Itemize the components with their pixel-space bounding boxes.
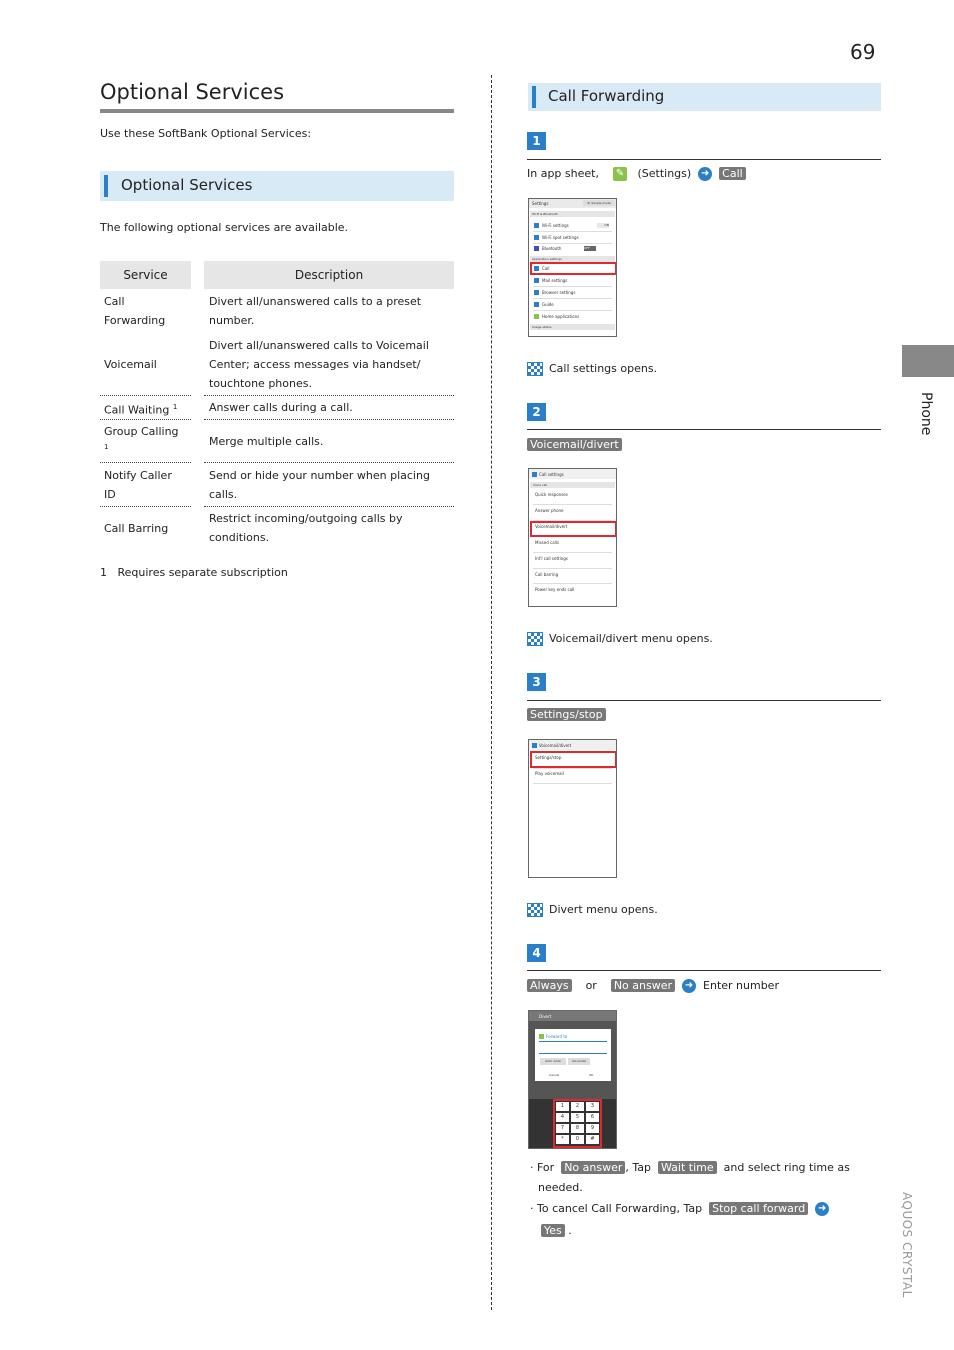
row-divider (100, 419, 191, 420)
row-divider (533, 568, 612, 569)
keypad-key: 2 (571, 1102, 584, 1111)
title-rule (100, 109, 454, 113)
table-row (104, 355, 157, 374)
page-number: 69 (850, 40, 876, 64)
arrow-right-icon: ➜ (698, 167, 712, 181)
note-text: For (537, 1161, 555, 1174)
brand-label: AQUOS CRYSTAL (900, 1192, 914, 1298)
step-2-result (527, 632, 713, 646)
toggle: OFF (584, 246, 596, 251)
menu-item: Play voicemail (535, 771, 564, 776)
row-divider (204, 395, 454, 396)
number-input (539, 1053, 607, 1054)
phone-icon (532, 472, 537, 477)
menu-item: Call (542, 266, 550, 271)
column-divider (491, 75, 492, 1310)
service-description (209, 466, 430, 504)
step-1-result (527, 362, 657, 376)
screen-title: Voicemail/divert (539, 743, 572, 748)
row-divider (204, 506, 454, 507)
description-line: conditions. (209, 531, 270, 544)
keypad-key: 1 (556, 1102, 569, 1111)
section-label: Wi-Fi & Bluetooth (532, 212, 558, 216)
table-row (104, 398, 177, 420)
note-yes (541, 1221, 572, 1241)
step-badge: 3 (527, 673, 546, 691)
footnote-mark: 1 (104, 443, 109, 451)
menu-item: Answer phone (535, 508, 564, 513)
highlight-box (530, 262, 617, 275)
home-icon (534, 314, 539, 319)
ok-button: OK (589, 1073, 594, 1077)
heading-bar (532, 86, 536, 108)
description-line: number. (209, 314, 255, 327)
voicemail-button: Voicemail (568, 1058, 590, 1065)
service-name: Call (104, 295, 125, 308)
step-badge: 2 (527, 403, 546, 421)
description-line: Merge multiple calls. (209, 435, 324, 448)
table-row (104, 292, 165, 330)
toggle: ON (597, 223, 609, 228)
row-divider (533, 298, 612, 299)
footnote-number: 1 (100, 566, 107, 579)
chapter-label: Phone (918, 392, 934, 436)
row-divider (533, 504, 612, 505)
note-text: and select ring time as (723, 1161, 850, 1174)
guide-icon (534, 302, 539, 307)
service-name: ID (104, 488, 116, 501)
menu-item: Quick responses (535, 492, 568, 497)
section-label: Usage status (532, 325, 552, 329)
service-description (209, 432, 323, 451)
menu-item: Mail settings (542, 278, 568, 283)
row-divider (533, 583, 612, 584)
optional-services-subheading (100, 171, 454, 201)
step-rule (527, 700, 881, 701)
step-rule (527, 970, 881, 971)
menu-item: Home applications (542, 314, 580, 319)
service-name: Forwarding (104, 314, 166, 327)
call-settings-screenshot (528, 468, 617, 607)
table-row (104, 466, 172, 504)
service-name: Voicemail (104, 358, 157, 371)
voicemail-divert-button[interactable]: Voicemail/divert (527, 438, 622, 451)
available-text: The following optional services are available. (100, 221, 349, 234)
wait-time-button[interactable]: Wait time (658, 1161, 717, 1174)
step-badge: 1 (527, 132, 546, 150)
service-name: Call Barring (104, 522, 169, 535)
menu-item: Settings/stop (535, 755, 562, 760)
description-line: Restrict incoming/outgoing calls by (209, 512, 403, 525)
highlight-box (530, 521, 617, 537)
step-rule (527, 159, 881, 160)
heading-bar (104, 175, 108, 197)
note-text: . (568, 1224, 572, 1237)
description-line: touchtone phones. (209, 377, 312, 390)
row-divider (100, 395, 191, 396)
step-badge: 4 (527, 944, 546, 962)
step-4-instruction (527, 979, 779, 993)
settings-icon: ✎ (613, 167, 627, 181)
menu-item: Call barring (535, 572, 559, 577)
address-book-button: Addr. book (540, 1058, 566, 1065)
step-3-instruction (527, 708, 606, 721)
description-line: Divert all/unanswered calls to Voicemail (209, 339, 429, 352)
row-divider (533, 552, 612, 553)
note-cancel: · To cancel Call Forwarding, Tap Stop call forward ➜ (530, 1199, 829, 1219)
voicemail-divert-screenshot (528, 739, 617, 878)
description-line: Divert all/unanswered calls to a preset (209, 295, 422, 308)
or-text: or (585, 979, 597, 992)
result-text: Divert menu opens. (549, 903, 658, 916)
screen-title: Divert (539, 1014, 552, 1019)
cancel-button: Cancel (549, 1073, 560, 1077)
menu-item: Int'l call settings (535, 556, 568, 561)
always-button[interactable]: Always (527, 979, 572, 992)
simple-mode-tab: To Simple mode (583, 200, 615, 206)
call-button[interactable]: Call (719, 167, 746, 180)
dialog-title: Forward to (546, 1034, 568, 1039)
dialog-rule (539, 1041, 607, 1042)
result-text: Voicemail/divert menu opens. (549, 632, 713, 645)
footnote-text: Requires separate subscription (117, 566, 288, 579)
result-text: Call settings opens. (549, 362, 658, 375)
note-text: , Tap (625, 1161, 651, 1174)
stop-call-forward-button[interactable]: Stop call forward (709, 1202, 808, 1215)
table-row (104, 422, 179, 453)
chapter-tab (902, 345, 954, 377)
instruction-text: In app sheet, (527, 167, 599, 180)
menu-item: Bluetooth (542, 246, 562, 251)
row-divider (533, 783, 612, 784)
instruction-text: (Settings) (637, 167, 692, 180)
keypad-key: 7 (556, 1124, 569, 1133)
service-description (209, 292, 421, 330)
service-description (209, 398, 353, 417)
table-row (104, 519, 168, 538)
keypad-key: 9 (586, 1124, 599, 1133)
footnote (100, 566, 288, 579)
keypad-key: 0 (571, 1135, 584, 1144)
wifi-icon (534, 223, 539, 228)
settings-screenshot (528, 198, 617, 337)
keypad-key: # (586, 1135, 599, 1144)
service-name: Call Waiting (104, 403, 170, 417)
checkered-flag-icon (527, 903, 543, 917)
menu-item: Guide (542, 302, 554, 307)
row-divider (100, 506, 191, 507)
service-description (209, 336, 429, 393)
row-divider (533, 768, 612, 769)
row-divider (100, 462, 191, 463)
no-answer-button[interactable]: No answer (611, 979, 675, 992)
step-3-result (527, 903, 658, 917)
mail-icon (534, 278, 539, 283)
row-divider (533, 243, 612, 244)
bluetooth-icon (534, 246, 539, 251)
highlight-box (530, 751, 617, 768)
divert-dialog-screenshot (528, 1010, 617, 1149)
description-line: Send or hide your number when placing (209, 469, 430, 482)
yes-button[interactable]: Yes (541, 1224, 565, 1237)
page-title: Optional Services (100, 80, 285, 104)
menu-item: Browser settings (542, 290, 576, 295)
row-divider (204, 419, 454, 420)
phone-icon (532, 743, 537, 748)
step-2-instruction (527, 438, 622, 451)
note-continued: needed. (538, 1181, 583, 1194)
no-answer-button[interactable]: No answer (561, 1161, 625, 1174)
menu-item: Wi-Fi spot settings (542, 235, 579, 240)
settings-stop-button[interactable]: Settings/stop (527, 708, 606, 721)
heading-text: Call Forwarding (548, 87, 665, 105)
screen-title: Settings (532, 201, 549, 206)
note-wait-time: · For No answer , Tap Wait time and select ring time as (530, 1161, 850, 1174)
keypad-key: * (556, 1135, 569, 1144)
checkered-flag-icon (527, 632, 543, 646)
row-divider (204, 462, 454, 463)
description-line: Center; access messages via handset/ (209, 358, 421, 371)
instruction-text: Enter number (703, 979, 779, 992)
service-name: Group Calling (104, 425, 179, 438)
menu-item: Voicemail/divert (535, 524, 568, 529)
menu-item: Missed calls (535, 540, 559, 545)
keypad-key: 6 (586, 1113, 599, 1122)
keypad-key: 3 (586, 1102, 599, 1111)
browser-icon (534, 290, 539, 295)
table-header-service: Service (100, 261, 191, 289)
keypad-key: 8 (571, 1124, 584, 1133)
description-line: Answer calls during a call. (209, 401, 353, 414)
step-1-instruction (527, 167, 746, 181)
subheading-text: Optional Services (121, 176, 253, 194)
forward-icon (539, 1034, 544, 1039)
section-label: Voice call (533, 483, 548, 487)
keypad-key: 5 (571, 1113, 584, 1122)
description-line: calls. (209, 488, 238, 501)
note-text: To cancel Call Forwarding, Tap (537, 1202, 703, 1215)
step-rule (527, 429, 881, 430)
keypad-key: 4 (556, 1113, 569, 1122)
table-header-description: Description (204, 261, 454, 289)
arrow-right-icon: ➜ (682, 979, 696, 993)
checkered-flag-icon (527, 362, 543, 376)
screen-title: Call settings (539, 472, 564, 477)
wifi-spot-icon (534, 235, 539, 240)
row-divider (533, 231, 612, 232)
service-name: Notify Caller (104, 469, 172, 482)
call-forwarding-heading (528, 83, 881, 111)
section-label: Application settings (532, 257, 562, 261)
menu-item: Power key ends call (535, 587, 575, 592)
row-divider (533, 286, 612, 287)
arrow-right-icon: ➜ (815, 1202, 829, 1216)
service-description (209, 509, 403, 547)
menu-item: Wi-Fi settings (542, 223, 569, 228)
footnote-mark: 1 (172, 403, 178, 411)
intro-text: Use these SoftBank Optional Services: (100, 127, 312, 140)
row-divider (533, 310, 612, 311)
